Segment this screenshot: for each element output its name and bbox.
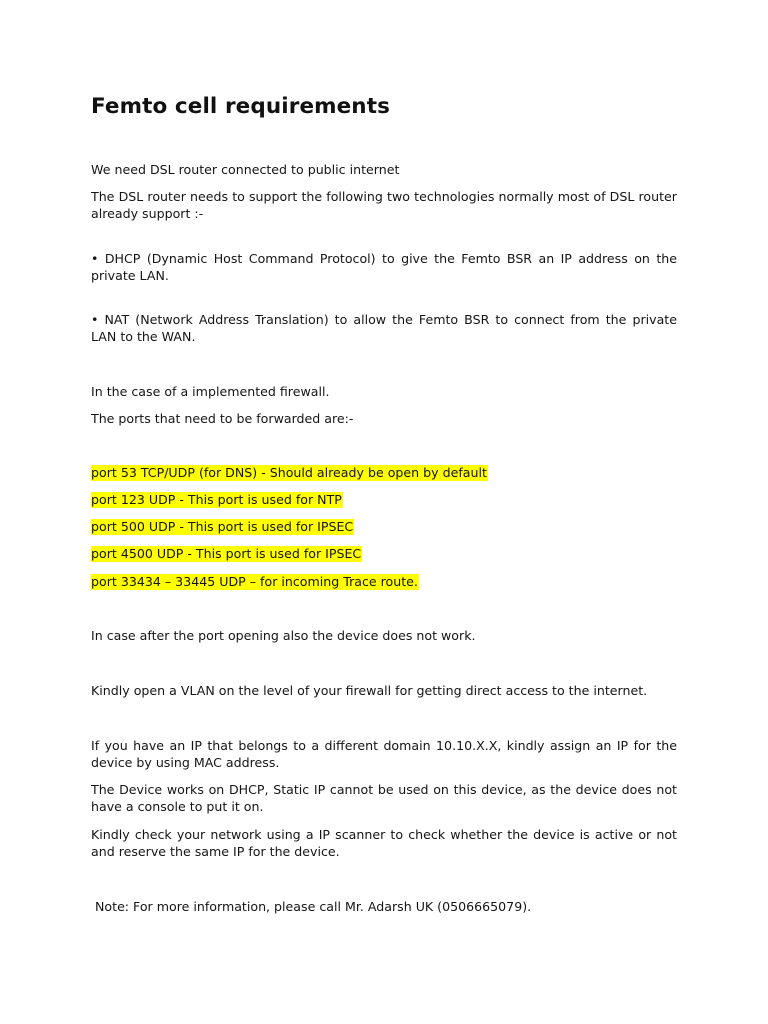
paragraph-vlan: Kindly open a VLAN on the level of your firewall for getting direct access to the internet. [91,683,648,698]
paragraph-dhcp-static: The Device works on DHCP, Static IP cannot be used on this device, as the device does not have a console to put it on. [91,782,677,814]
paragraph-scanner: Kindly check your network using a IP scanner to check whether the device is active or not and reserve the same IP for the device. [91,827,677,859]
paragraph-ports-intro: The ports that need to be forwarded are:- [91,411,354,426]
page-title: Femto cell requirements [91,94,390,119]
paragraph-after-opening: In case after the port opening also the device does not work. [91,628,476,643]
port-item-123 [91,491,677,508]
port-highlight: port 33434 – 33445 UDP – for incoming Trace route. [91,574,418,589]
port-item-traceroute [91,573,677,590]
bullet-nat: • NAT (Network Address Translation) to allow the Femto BSR to connect from the private LAN to the WAN. [91,312,677,344]
port-item-500 [91,518,677,535]
paragraph-need-dsl: We need DSL router connected to public internet [91,162,400,177]
paragraph-domain: If you have an IP that belongs to a different domain 10.10.X.X, kindly assign an IP for the device by using MAC address. [91,738,677,770]
port-highlight: port 123 UDP - This port is used for NTP [91,492,342,507]
port-highlight: port 4500 UDP - This port is used for IPSEC [91,546,362,561]
paragraph-note: Note: For more information, please call Mr. Adarsh UK (0506665079). [95,899,532,914]
bullet-dhcp: • DHCP (Dynamic Host Command Protocol) to give the Femto BSR an IP address on the private LAN. [91,251,677,283]
port-highlight: port 53 TCP/UDP (for DNS) - Should already be open by default [91,465,487,480]
port-item-53 [91,464,677,481]
paragraph-firewall: In the case of a implemented firewall. [91,384,330,399]
paragraph-dsl-support: The DSL router needs to support the following two technologies normally most of DSL router already support :- [91,189,677,221]
port-highlight: port 500 UDP - This port is used for IPSEC [91,519,354,534]
port-item-4500 [91,545,677,562]
